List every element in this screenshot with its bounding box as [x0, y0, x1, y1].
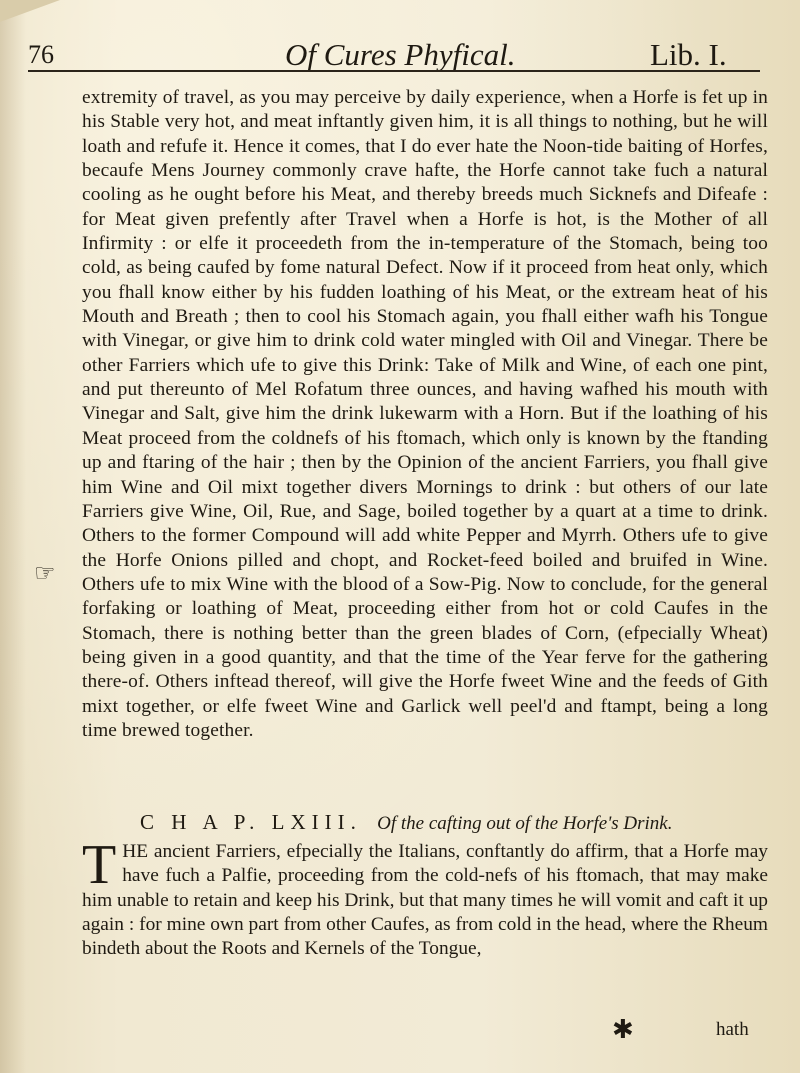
main-text	[82, 86, 768, 743]
ornament-icon: ✱	[612, 1015, 634, 1045]
page-edge-stain	[0, 0, 26, 1073]
main-paragraph: extremity of travel, as you may perceive by daily experience, when a Horfe is fet up in his Stable very hot, and meat inftantly given him, it is all things to nothing, but he will loath and refufe it. Hence it comes, that I do ever hate the Noon-tide baiting of Horfes, becaufe Mens Journey commonly crave hafte, the Horfe cannot take fuch a natural cooling as he ought before his Meat, and thereby breeds much Sicknefs and Difeafe : for Meat given prefently after Travel when a Horfe is hot, is the Mother of all Infirmity : or elfe it proceedeth from the in-temperature of the Stomach, being too cold, as being caufed by fome natural Defect. Now if it proceed from heat only, which you fhall know either by his fudden loathing of his Meat, or the extream heat of his Mouth and Breath ; then to cool his Stomach again, you fhall either wafh his Tongue with Vinegar, or give him to drink cold water mingled with Oil and Vinegar. There be other Farriers which ufe to give this Drink: Take of Milk and Wine, of each one pint, and put thereunto of Mel Rofatum three ounces, and having wafhed his mouth with Vinegar and Salt, give him the drink lukewarm with a Horn. But if the loathing of his Meat proceed from the coldnefs of his ftomach, which only is known by the ftanding up and ftaring of the hair ; then by the Opinion of the ancient Farriers, you fhall give him Wine and Oil mixt together divers Mornings to drink : but others of our late Farriers give Wine, Oil, Rue, and Sage, boiled together by a quart at a time to drink. Others to the former Compound will add white Pepper and Myrrh. Others ufe to give the Horfe Onions pilled and chopt, and Rocket-feed boiled and bruifed in Wine. Others ufe to mix Wine with the blood of a Sow-Pig. Now to conclude, for the general forfaking or loathing of Meat, proceeding either from hot or cold Caufes in the Stomach, there is nothing better than the green blades of Corn, (efpecially Wheat) being given in a good quantity, and that the time of the Year ferve for the gathering there-of. Others inftead thereof, will give the Horfe fweet Wine and the feeds of Gith mixt together, or elfe fweet Wine and Garlick well peel'd and ftampt, being a long time brewed together.	[82, 87, 768, 741]
chapter-text	[82, 834, 768, 962]
chapter-number: C H A P. LXIII.	[140, 810, 362, 834]
chapter-paragraph: HE ancient Farriers, efpecially the Italians, conftantly do affirm, that a Horfe may have fuch a Palfie, proceeding from the cold-nefs of his ftomach, that may make him unable to retain and keep his Drink, but that many times he will vomit and caft it up again : for mine own part from other Caufes, as from cold in the head, where the Rheum bindeth about the Roots and Kernels of the Tongue,	[82, 841, 768, 960]
chapter-heading	[140, 810, 760, 835]
chapter-subtitle: Of the cafting out of the Horfe's Drink.	[377, 813, 673, 834]
page-number: 76	[28, 40, 54, 69]
running-title: Of Cures Phyfical.	[285, 37, 516, 72]
page-header	[0, 12, 800, 72]
drop-cap: T	[82, 834, 117, 896]
catchword: hath	[716, 1019, 749, 1040]
pointing-hand-icon: ☞	[34, 559, 56, 587]
book-reference: Lib. I.	[650, 37, 727, 72]
header-rule	[28, 70, 760, 72]
